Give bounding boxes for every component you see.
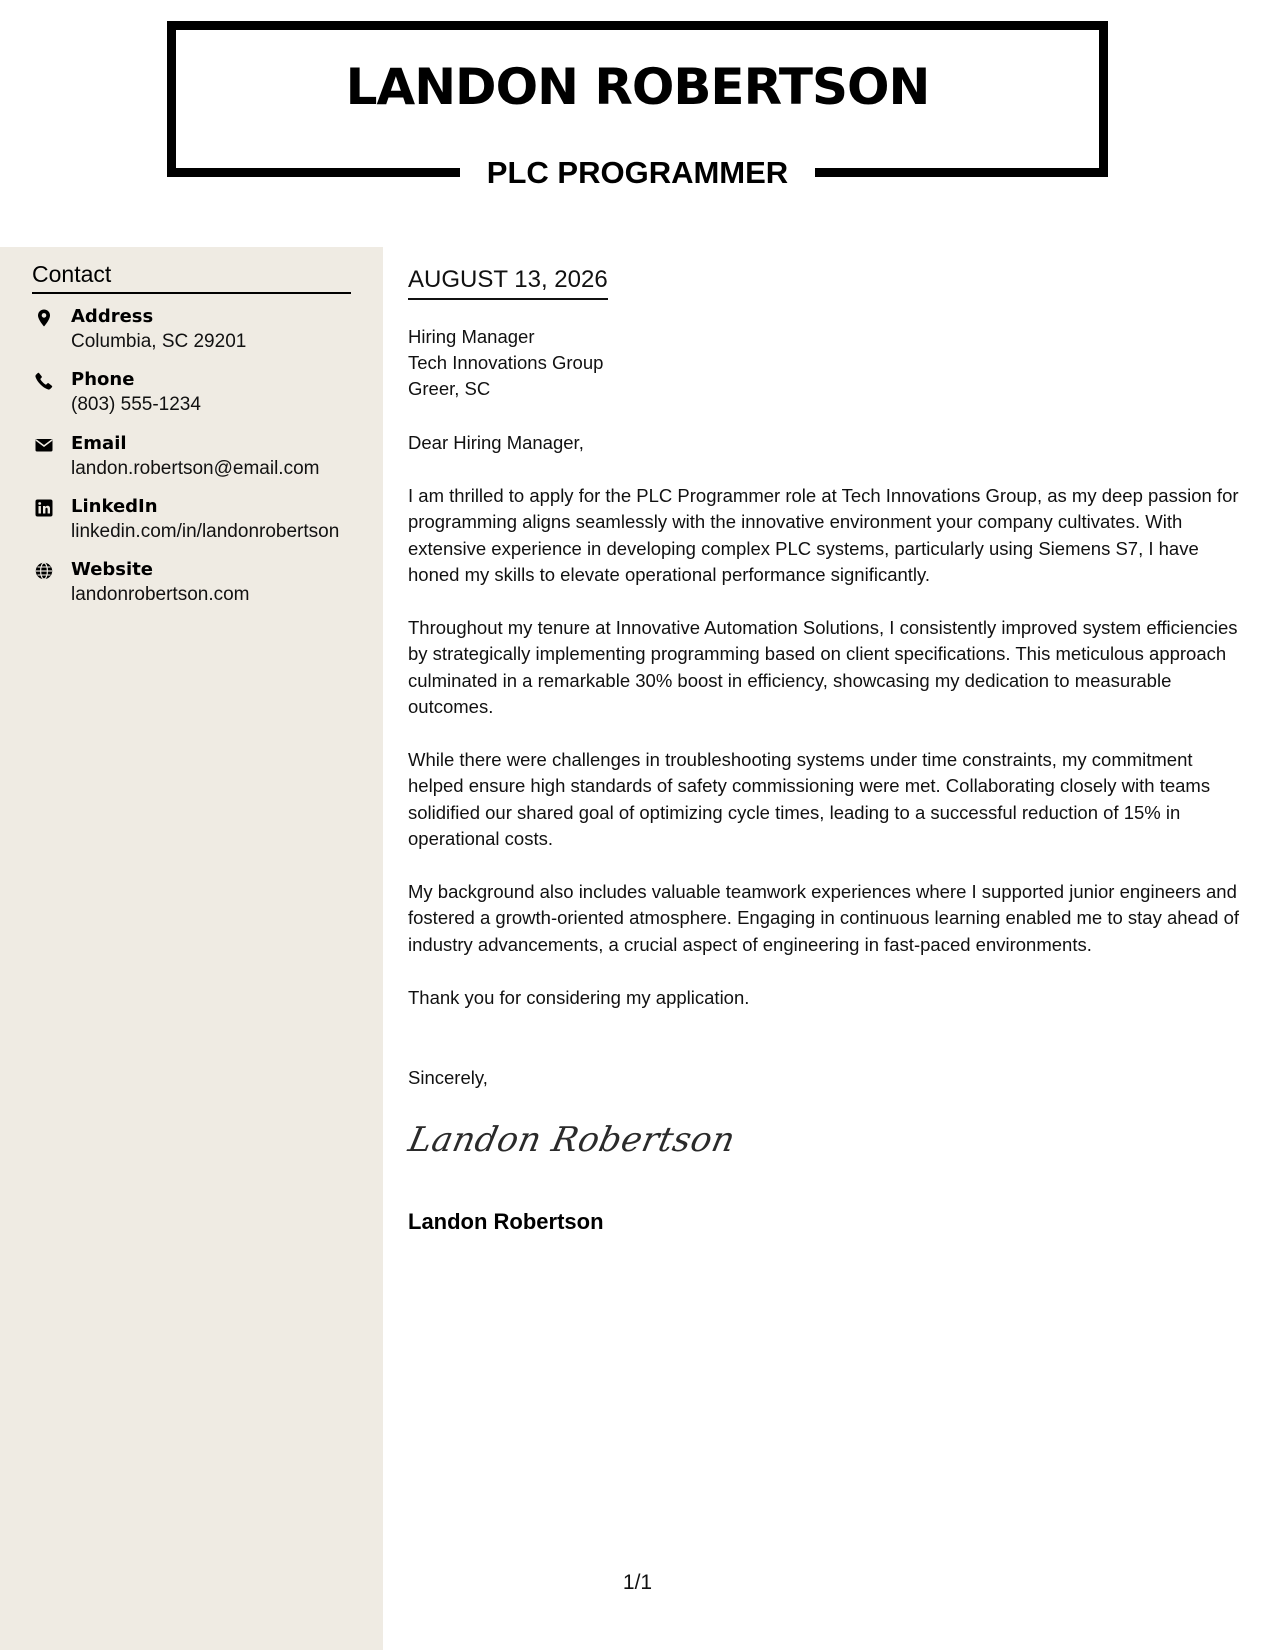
body-paragraph: I am thrilled to apply for the PLC Programmer role at Tech Innovations Group, as my deep passion for programming aligns seamlessly with the innovative environment your company cultivates. With extensive experience in developing complex PLC systems, particularly using Siemens S7, I have honed my skills to elevate operational performance significantly. — [408, 485, 1239, 586]
contact-label: Address — [71, 306, 154, 327]
contact-value: Columbia, SC 29201 — [71, 331, 247, 352]
linkedin-icon — [35, 499, 53, 517]
contact-value: landonrobertson.com — [71, 584, 250, 605]
signer-name: Landon Robertson — [408, 1209, 604, 1234]
contact-label: LinkedIn — [71, 496, 158, 517]
phone-icon — [35, 372, 53, 390]
contact-label: Website — [71, 559, 154, 580]
letter-date: AUGUST 13, 2026 — [408, 266, 608, 300]
contact-value: (803) 555-1234 — [71, 394, 201, 415]
body-paragraph: My background also includes valuable teamwork experiences where I supported junior engineers and fostered a growth-oriented atmosphere. Engaging in continuous learning enabled me to stay ahead of industry advancements, a crucial aspect of engineering in fast-paced environments. — [408, 881, 1239, 955]
contact-label: Phone — [71, 369, 135, 390]
page-number: 1/1 — [622, 1571, 653, 1594]
contact-value: landon.robertson@email.com — [71, 458, 320, 479]
body-paragraph: Throughout my tenure at Innovative Automation Solutions, I consistently improved system efficiencies by strategically implementing programming based on client specifications. This meticulous approach culminated in a remarkable 30% boost in efficiency, showcasing my dedication to measurable outcomes. — [408, 617, 1238, 718]
applicant-name: LANDON ROBERTSON — [345, 58, 930, 116]
handwritten-signature: Landon Robertson — [405, 1120, 739, 1160]
envelope-icon — [35, 436, 53, 454]
greeting: Dear Hiring Manager, — [408, 432, 584, 453]
contact-heading: Contact — [32, 261, 351, 294]
body-paragraph: Thank you for considering my application. — [408, 987, 750, 1008]
contact-value: linkedin.com/in/landonrobertson — [71, 521, 340, 542]
contact-label: Email — [71, 433, 127, 454]
recipient-line: Greer, SC — [408, 378, 491, 399]
map-pin-icon — [35, 309, 53, 327]
job-title: PLC PROGRAMMER — [486, 155, 789, 190]
body-paragraph: While there were challenges in troubleshooting systems under time constraints, my commitment helped ensure high standards of safety commissioning were met. Collaborating closely with teams solidified our shared goal of optimizing cycle times, leading to a successful reduction of 15% in operational costs. — [408, 749, 1211, 850]
recipient-block — [408, 324, 603, 402]
recipient-line: Tech Innovations Group — [408, 352, 604, 373]
recipient-line: Hiring Manager — [408, 326, 535, 347]
closing: Sincerely, — [408, 1067, 488, 1088]
globe-icon — [35, 562, 53, 580]
